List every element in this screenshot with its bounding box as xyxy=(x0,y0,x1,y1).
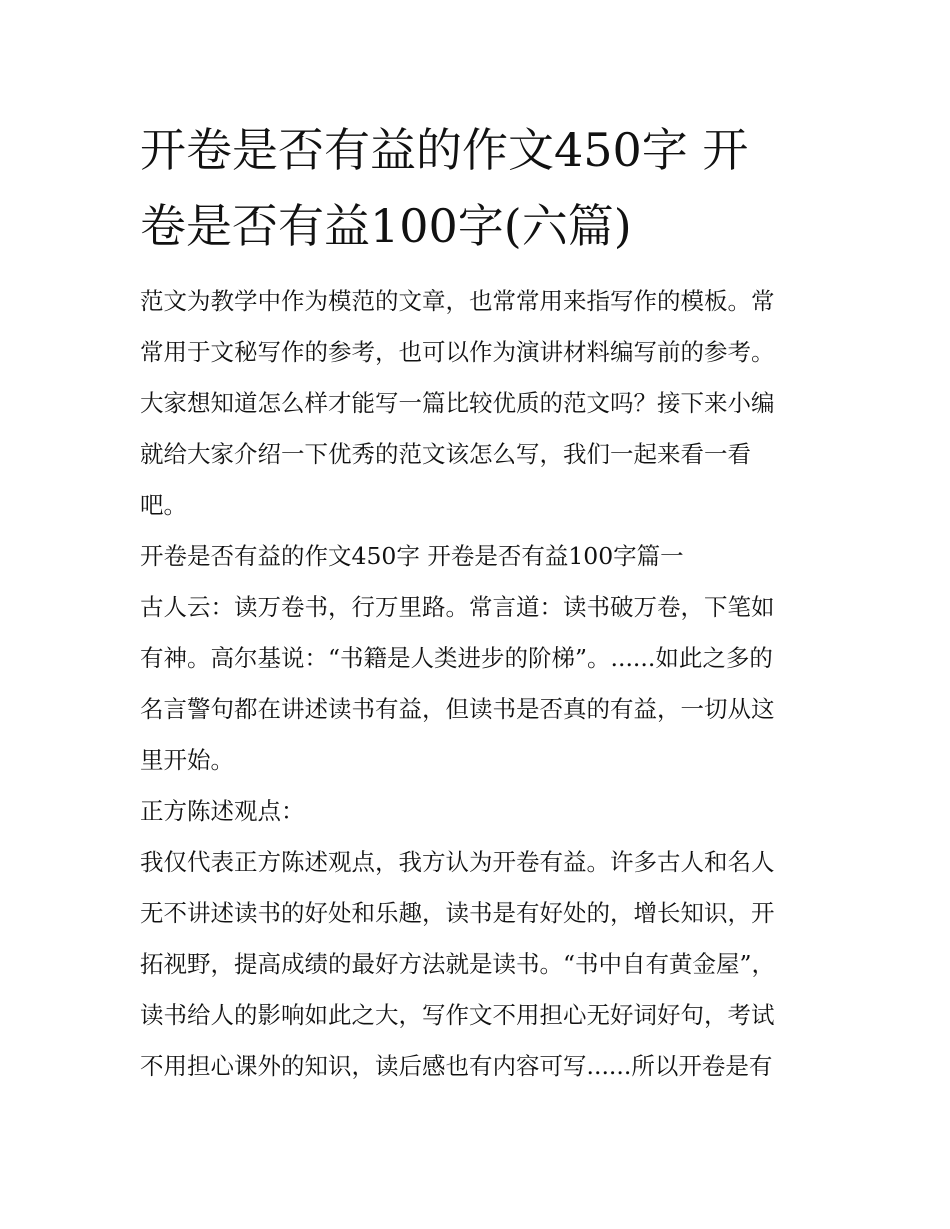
body-line: 有神。高尔基说：“书籍是人类进步的阶梯”。......如此之多的 xyxy=(140,644,773,672)
body-line: 拓视野，提高成绩的最好方法就是读书。“书中自有黄金屋”， xyxy=(140,950,776,978)
title-line: 卷是否有益100字(六篇) xyxy=(140,199,632,253)
subheading: 正方陈述观点： xyxy=(140,797,305,825)
body-line: 读书给人的影响如此之大，写作文不用担心无好词好句，考试 xyxy=(140,1001,775,1029)
body-line: 无不讲述读书的好处和乐趣，读书是有好处的，增长知识，开 xyxy=(140,899,775,927)
body-line: 大家想知道怎么样才能写一篇比较优质的范文吗？接下来小编 xyxy=(140,389,775,417)
body-line: 我仅代表正方陈述观点，我方认为开卷有益。许多古人和名人 xyxy=(140,848,775,876)
section-heading: 开卷是否有益的作文450字 开卷是否有益100字篇一 xyxy=(140,542,684,570)
body-line: 就给大家介绍一下优秀的范文该怎么写，我们一起来看一看 xyxy=(140,440,751,468)
document-title xyxy=(140,112,820,264)
body-line: 古人云：读万卷书，行万里路。常言道：读书破万卷，下笔如 xyxy=(140,593,775,621)
body-line: 常用于文秘写作的参考，也可以作为演讲材料编写前的参考。 xyxy=(140,338,775,366)
body-line: 不用担心课外的知识，读后感也有内容可写......所以开卷是有 xyxy=(140,1052,773,1080)
body-line: 里开始。 xyxy=(140,746,234,774)
body-line: 范文为教学中作为模范的文章，也常常用来指写作的模板。常 xyxy=(140,287,775,315)
body-line: 名言警句都在讲述读书有益，但读书是否真的有益，一切从这 xyxy=(140,695,775,723)
document-body xyxy=(140,276,820,1092)
title-line: 开卷是否有益的作文450字 开 xyxy=(140,123,749,177)
body-line: 吧。 xyxy=(140,491,187,519)
